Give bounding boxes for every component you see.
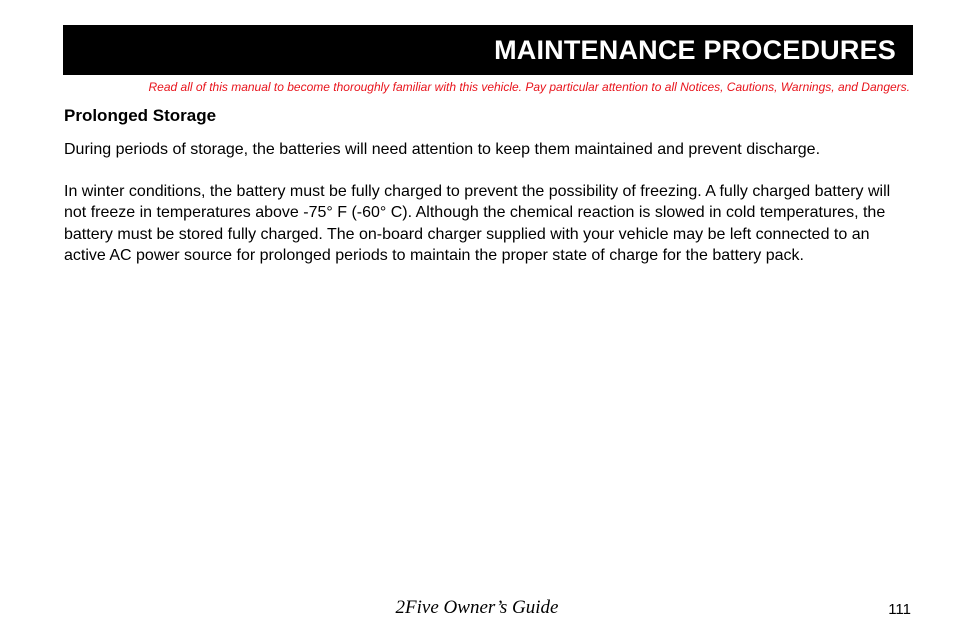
page-number: 111: [888, 601, 911, 618]
section-heading: Prolonged Storage: [64, 106, 217, 125]
page-title: MAINTENANCE PROCEDURES: [494, 35, 896, 65]
paragraph-storage-attention: During periods of storage, the batteries will need attention to keep them maintained and prevent discharge.: [64, 141, 821, 158]
safety-notice: Read all of this manual to become thoroughly familiar with this vehicle. Pay particular attention to all Notices, Cautions, Warnings, and Dangers.: [148, 80, 910, 94]
footer-guide-title: 2Five Owner’s Guide: [395, 597, 559, 618]
header-bar: [63, 25, 913, 75]
paragraph-winter-conditions: In winter conditions, the battery must be fully charged to prevent the possibility of freezing. A fully charged battery will not freeze in temperatures above -75° F (-60° C). Although the chemical reaction is slowed in cold temperatures, the battery must be stored fully charged. The on-board charger supplied with your vehicle may be left connected to an active AC power source for prolonged periods to maintain the proper state of charge for the battery pack.: [64, 183, 891, 264]
